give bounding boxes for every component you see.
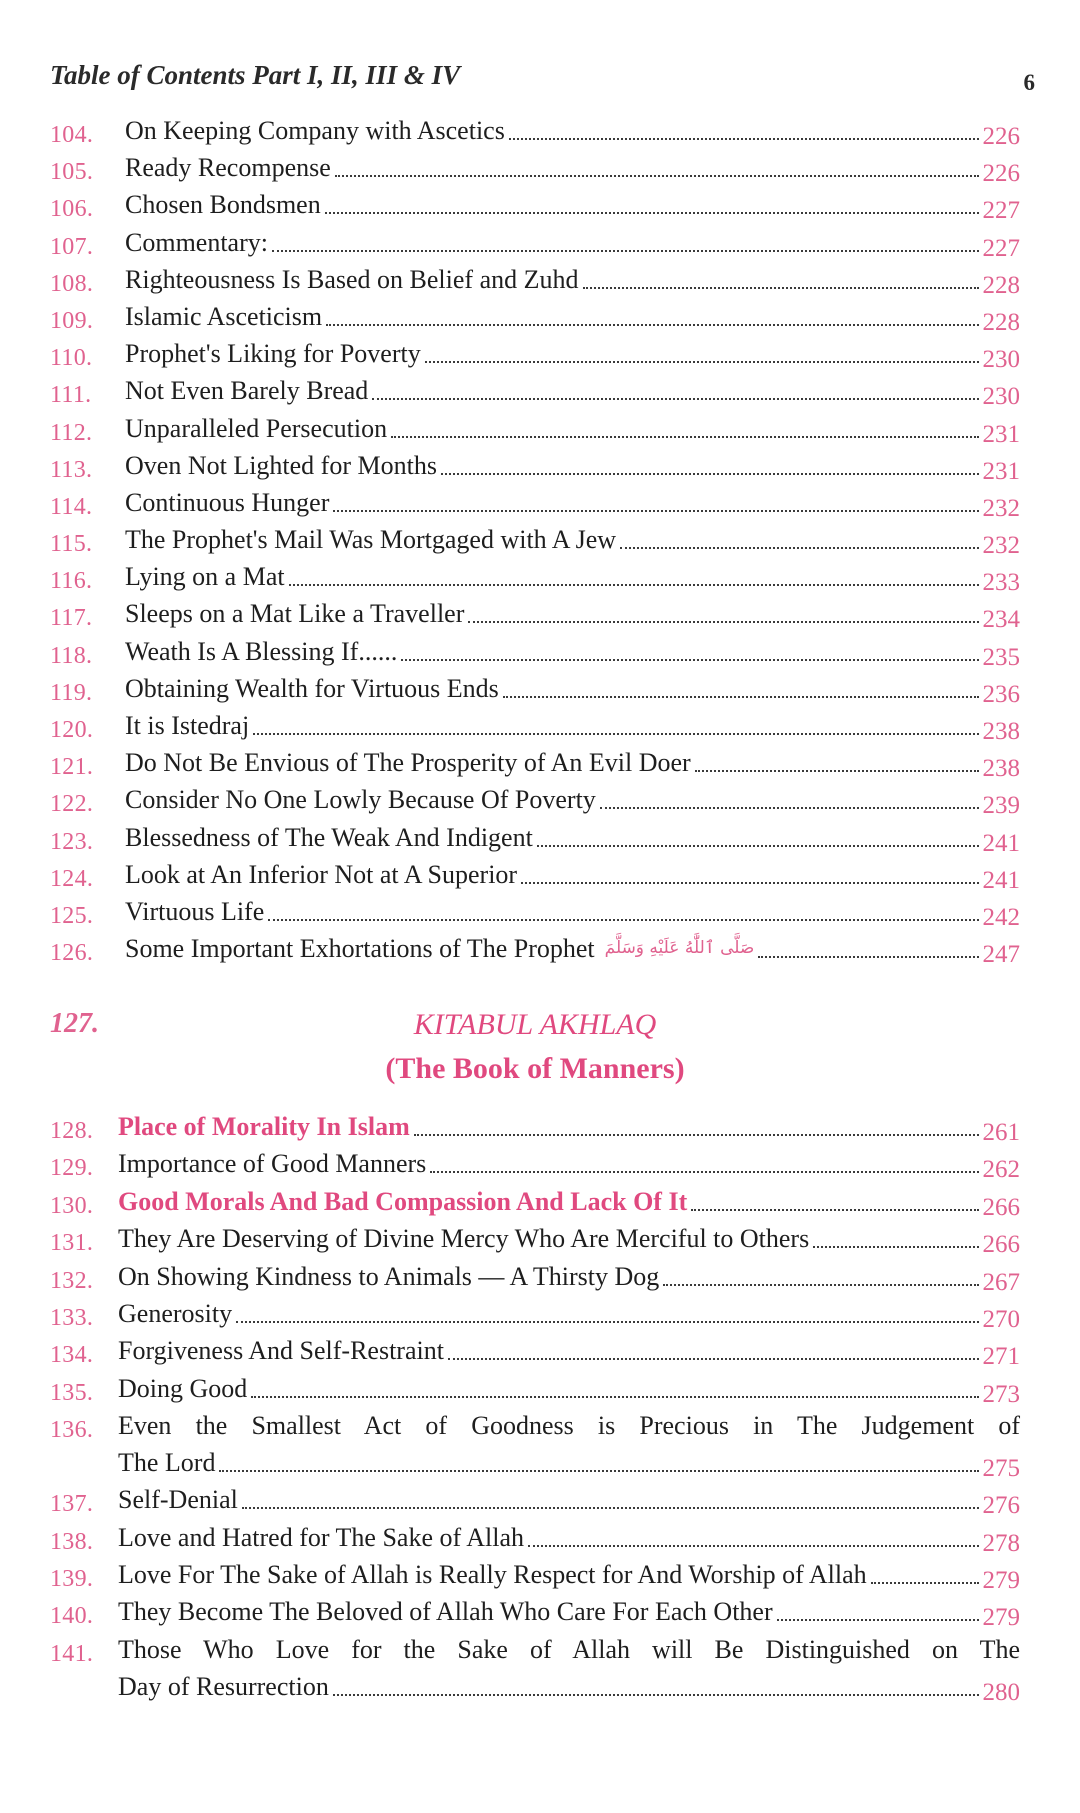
dot-leader xyxy=(620,547,978,549)
toc-entry[interactable] xyxy=(50,1631,1020,1705)
entry-body xyxy=(125,410,1020,447)
section-subtitle: (The Book of Manners) xyxy=(385,1052,685,1085)
toc-entry[interactable] xyxy=(50,1295,1020,1332)
entry-title: Do Not Be Envious of The Prosperity of An Evil Doer xyxy=(125,748,691,778)
toc-entry[interactable] xyxy=(50,930,1020,967)
entry-title: Look at An Inferior Not at A Superior xyxy=(125,859,518,889)
toc-entry[interactable] xyxy=(50,1108,1020,1145)
dot-leader xyxy=(242,1507,979,1509)
entry-body xyxy=(118,1258,1020,1295)
toc-entry[interactable] xyxy=(50,670,1020,707)
dot-leader xyxy=(600,807,979,809)
entry-number: 116. xyxy=(50,568,93,595)
entry-body xyxy=(125,670,1020,707)
entry-page: 228 xyxy=(982,308,1020,336)
entry-body xyxy=(125,149,1020,186)
toc-entry[interactable] xyxy=(50,484,1020,521)
entry-page: 242 xyxy=(982,903,1020,931)
entry-number: 119. xyxy=(50,679,93,706)
entry-page: 233 xyxy=(982,569,1020,597)
entry-number: 105. xyxy=(50,159,94,186)
header-title: Table of Contents Part I, II, III & IV xyxy=(50,60,461,90)
entry-page: 273 xyxy=(982,1380,1020,1408)
entry-number: 139. xyxy=(50,1565,94,1592)
dot-leader xyxy=(537,845,979,847)
entry-title-continuation xyxy=(118,1668,1020,1705)
entry-number: 134. xyxy=(50,1342,94,1369)
entry-body xyxy=(125,484,1020,521)
dot-leader xyxy=(695,770,979,772)
entry-body xyxy=(118,1108,1020,1145)
dot-leader xyxy=(372,398,978,400)
page-number: 6 xyxy=(1023,70,1035,95)
entry-title: Sleeps on a Mat Like a Traveller xyxy=(125,599,465,629)
entry-body xyxy=(125,930,1020,967)
entry-body xyxy=(125,558,1020,595)
dot-leader xyxy=(448,1358,979,1360)
entry-number: 135. xyxy=(50,1379,94,1406)
dot-leader xyxy=(326,324,978,326)
entry-title: Good Morals And Bad Compassion And Lack Of It xyxy=(118,1186,688,1216)
dot-leader xyxy=(236,1321,978,1323)
entry-page: 271 xyxy=(982,1343,1020,1371)
entry-number: 111. xyxy=(50,382,92,409)
entry-number: 123. xyxy=(50,828,94,855)
entry-page: 279 xyxy=(982,1604,1020,1632)
entry-title: It is Istedraj xyxy=(125,711,250,740)
toc-entry[interactable] xyxy=(50,521,1020,558)
entry-title: Righteousness Is Based on Belief and Zuhd xyxy=(125,264,579,294)
entry-page: 231 xyxy=(982,420,1020,448)
toc-entry[interactable] xyxy=(50,1145,1020,1182)
toc-entry[interactable] xyxy=(50,1258,1020,1295)
entry-title-line2: Day of Resurrection xyxy=(118,1671,329,1701)
entry-number: 137. xyxy=(50,1491,94,1518)
toc-entry[interactable] xyxy=(50,261,1020,298)
entry-body xyxy=(125,744,1020,781)
dot-leader xyxy=(272,250,979,252)
entry-page: 238 xyxy=(982,718,1020,745)
entry-title: Those Who Love for the Sake of Allah will Be Distinguished on The xyxy=(118,1634,1020,1664)
dot-leader xyxy=(468,621,978,623)
entry-title: Virtuous Life xyxy=(125,896,265,926)
dot-leader xyxy=(871,1582,979,1584)
entry-page: 241 xyxy=(982,866,1020,894)
entry-body xyxy=(118,1183,1020,1220)
section-title: KITABUL AKHLAQ xyxy=(413,1008,657,1041)
toc-entry[interactable] xyxy=(50,1220,1020,1257)
dot-leader xyxy=(325,212,979,214)
entry-body xyxy=(125,781,1020,818)
toc-entry[interactable] xyxy=(50,819,1020,856)
entry-page: 275 xyxy=(982,1455,1020,1483)
honorific-calligraphy: صَلَّى ٱللَّٰهُ عَلَيْهِ وَسَلَّمَ xyxy=(604,938,755,959)
toc-entry[interactable] xyxy=(50,224,1020,261)
entry-title: Importance of Good Manners xyxy=(118,1149,427,1179)
toc-entry[interactable] xyxy=(50,112,1020,149)
dot-leader xyxy=(401,659,978,661)
entry-title: Continuous Hunger xyxy=(125,487,330,517)
section-number: 127. xyxy=(50,1008,99,1039)
entry-page: 231 xyxy=(982,457,1020,485)
entry-page: 266 xyxy=(982,1231,1020,1259)
dot-leader xyxy=(813,1246,978,1248)
entry-page: 232 xyxy=(982,494,1020,522)
entry-page: 230 xyxy=(982,383,1020,411)
entry-title: Blessedness of The Weak And Indigent xyxy=(125,822,533,852)
dot-leader xyxy=(441,473,979,475)
section-heading xyxy=(50,1008,1020,1108)
entry-page: 261 xyxy=(982,1119,1020,1146)
entry-number: 117. xyxy=(50,605,93,632)
toc-entry[interactable] xyxy=(50,186,1020,223)
entry-number: 138. xyxy=(50,1528,94,1555)
dot-leader xyxy=(583,287,979,289)
entry-body xyxy=(118,1295,1020,1332)
entry-body xyxy=(118,1593,1020,1630)
entry-page: 232 xyxy=(982,532,1020,560)
entry-number: 140. xyxy=(50,1603,94,1630)
toc-entry[interactable] xyxy=(50,1481,1020,1518)
entry-title: Even the Smallest Act of Goodness is Precious in The Judgement of xyxy=(118,1411,1020,1441)
dot-leader xyxy=(391,436,978,438)
toc-entry[interactable] xyxy=(50,707,1020,744)
entry-page: 226 xyxy=(982,123,1020,150)
dot-leader xyxy=(414,1134,979,1136)
entry-page: 266 xyxy=(982,1193,1020,1221)
toc-list-part-b xyxy=(50,1108,1020,1705)
entry-title-continuation xyxy=(118,1444,1020,1481)
entry-title: Place of Morality In Islam xyxy=(118,1112,410,1141)
entry-title: Consider No One Lowly Because Of Poverty xyxy=(125,785,596,815)
entry-title: Prophet's Liking for Poverty xyxy=(125,339,421,369)
entry-number: 132. xyxy=(50,1267,94,1294)
entry-number: 122. xyxy=(50,791,94,818)
toc-entry[interactable] xyxy=(50,1519,1020,1556)
entry-title: On Keeping Company with Ascetics xyxy=(125,116,505,145)
entry-title: Commentary: xyxy=(125,227,268,257)
entry-page: 236 xyxy=(982,680,1020,708)
entry-title: Oven Not Lighted for Months xyxy=(125,450,437,480)
dot-leader xyxy=(335,175,979,177)
dot-leader xyxy=(251,1396,978,1398)
entry-body xyxy=(125,447,1020,484)
entry-body xyxy=(125,224,1020,261)
entry-title: Forgiveness And Self-Restraint xyxy=(118,1336,444,1366)
entry-page: 278 xyxy=(982,1529,1020,1557)
entry-number: 104. xyxy=(50,122,94,148)
toc-entry[interactable] xyxy=(50,1593,1020,1630)
entry-page: 262 xyxy=(982,1156,1020,1184)
entry-body xyxy=(118,1556,1020,1593)
running-header xyxy=(50,60,1035,100)
entry-page: 239 xyxy=(982,792,1020,820)
toc-entry[interactable] xyxy=(50,372,1020,409)
entry-title: Lying on a Mat xyxy=(125,562,285,592)
entry-page: 227 xyxy=(982,197,1020,225)
dot-leader xyxy=(268,919,978,921)
entry-body xyxy=(118,1220,1020,1257)
entry-number: 106. xyxy=(50,196,94,223)
entry-page: 235 xyxy=(982,643,1020,671)
entry-title: Some Important Exhortations of The Prophet xyxy=(125,934,595,964)
entry-number: 115. xyxy=(50,531,93,558)
dot-leader xyxy=(219,1470,978,1472)
entry-body xyxy=(118,1145,1020,1182)
entry-number: 107. xyxy=(50,233,94,260)
dot-leader xyxy=(503,696,979,698)
entry-page: 226 xyxy=(982,160,1020,188)
entry-page: 230 xyxy=(982,346,1020,374)
entry-number: 125. xyxy=(50,902,94,929)
dot-leader xyxy=(509,138,979,140)
toc-entry[interactable] xyxy=(50,298,1020,335)
entry-number: 129. xyxy=(50,1155,94,1182)
toc-entry[interactable] xyxy=(50,744,1020,781)
dot-leader xyxy=(430,1171,978,1173)
entry-page: 241 xyxy=(982,829,1020,857)
entry-number: 114. xyxy=(50,493,93,520)
entry-number: 131. xyxy=(50,1230,94,1257)
toc-entry[interactable] xyxy=(50,447,1020,484)
dot-leader xyxy=(528,1545,979,1547)
dot-leader xyxy=(333,1694,979,1696)
entry-body xyxy=(118,1631,1020,1705)
entry-body xyxy=(125,633,1020,670)
dot-leader xyxy=(663,1284,978,1286)
entry-number: 130. xyxy=(50,1192,94,1219)
entry-body xyxy=(125,261,1020,298)
entry-title: The Prophet's Mail Was Mortgaged with A Jew xyxy=(125,525,617,555)
entry-page: 279 xyxy=(982,1566,1020,1594)
entry-page: 276 xyxy=(982,1492,1020,1520)
entry-body xyxy=(125,819,1020,856)
toc-entry[interactable] xyxy=(50,781,1020,818)
entry-page: 238 xyxy=(982,755,1020,783)
entry-number: 109. xyxy=(50,307,94,334)
entry-page: 234 xyxy=(982,606,1020,634)
entry-number: 112. xyxy=(50,419,93,446)
entry-body xyxy=(118,1407,1020,1481)
entry-number: 108. xyxy=(50,270,94,297)
toc-entry[interactable] xyxy=(50,1407,1020,1481)
entry-title: Love and Hatred for The Sake of Allah xyxy=(118,1522,524,1552)
entry-body xyxy=(125,893,1020,930)
entry-title: They Are Deserving of Divine Mercy Who Are Merciful to Others xyxy=(118,1224,810,1254)
entry-page: 280 xyxy=(982,1678,1020,1706)
toc-entry[interactable] xyxy=(50,856,1020,893)
dot-leader xyxy=(289,584,979,586)
entry-title: Weath Is A Blessing If...... xyxy=(125,636,398,666)
entry-body xyxy=(125,372,1020,409)
entry-title: Obtaining Wealth for Virtuous Ends xyxy=(125,673,499,703)
entry-body xyxy=(118,1332,1020,1369)
dot-leader xyxy=(253,733,978,735)
entry-body xyxy=(125,707,1020,744)
entry-title: Ready Recompense xyxy=(125,153,331,183)
entry-number: 110. xyxy=(50,345,93,372)
toc-entry[interactable] xyxy=(50,1183,1020,1220)
entry-body xyxy=(125,186,1020,223)
dot-leader xyxy=(521,882,978,884)
toc-entry[interactable] xyxy=(50,893,1020,930)
entry-body xyxy=(118,1370,1020,1407)
entry-number: 118. xyxy=(50,642,93,669)
dot-leader xyxy=(425,361,979,363)
entry-title: Love For The Sake of Allah is Really Respect for And Worship of Allah xyxy=(118,1559,867,1589)
entry-title: Chosen Bondsmen xyxy=(125,190,321,220)
entry-number: 121. xyxy=(50,754,94,781)
entry-title: Generosity xyxy=(118,1298,233,1328)
toc-entry[interactable] xyxy=(50,595,1020,632)
entry-title-line2: The Lord xyxy=(118,1448,216,1478)
entry-page: 267 xyxy=(982,1268,1020,1296)
entry-number: 126. xyxy=(50,940,94,967)
entry-title: Self-Denial xyxy=(118,1485,238,1515)
entry-body xyxy=(125,298,1020,335)
entry-number: 120. xyxy=(50,717,94,743)
toc-entry[interactable] xyxy=(50,633,1020,670)
entry-title: Doing Good xyxy=(118,1373,248,1403)
entry-number: 113. xyxy=(50,456,93,483)
entry-body xyxy=(125,112,1020,149)
entry-body xyxy=(118,1481,1020,1518)
dot-leader xyxy=(333,510,978,512)
entry-number: 128. xyxy=(50,1118,94,1144)
entry-page: 247 xyxy=(982,941,1020,969)
entry-body xyxy=(125,856,1020,893)
toc-entry[interactable] xyxy=(50,335,1020,372)
entry-body xyxy=(125,521,1020,558)
entry-title: Unparalleled Persecution xyxy=(125,413,388,443)
entry-number: 124. xyxy=(50,865,94,892)
toc-entry[interactable] xyxy=(50,1332,1020,1369)
toc-entry[interactable] xyxy=(50,1370,1020,1407)
entry-title: On Showing Kindness to Animals — A Thirsty Dog xyxy=(118,1261,660,1291)
entry-number: 136. xyxy=(50,1417,94,1444)
toc-entry[interactable] xyxy=(50,149,1020,186)
entry-title: Not Even Barely Bread xyxy=(125,376,369,406)
entry-number: 133. xyxy=(50,1304,94,1331)
entry-page: 270 xyxy=(982,1305,1020,1333)
dot-leader xyxy=(777,1619,979,1621)
entry-body xyxy=(125,335,1020,372)
toc-entry[interactable] xyxy=(50,1556,1020,1593)
entry-body xyxy=(125,595,1020,632)
entry-page: 228 xyxy=(982,271,1020,299)
entry-title: They Become The Beloved of Allah Who Care For Each Other xyxy=(118,1597,773,1627)
toc-entry[interactable] xyxy=(50,410,1020,447)
entry-number: 141. xyxy=(50,1640,94,1667)
toc-entry[interactable] xyxy=(50,558,1020,595)
toc-list-part-a xyxy=(50,112,1020,967)
entry-page: 227 xyxy=(982,234,1020,262)
entry-body xyxy=(118,1519,1020,1556)
entry-title: Islamic Asceticism xyxy=(125,301,323,331)
dot-leader xyxy=(758,956,978,958)
dot-leader xyxy=(691,1209,978,1211)
